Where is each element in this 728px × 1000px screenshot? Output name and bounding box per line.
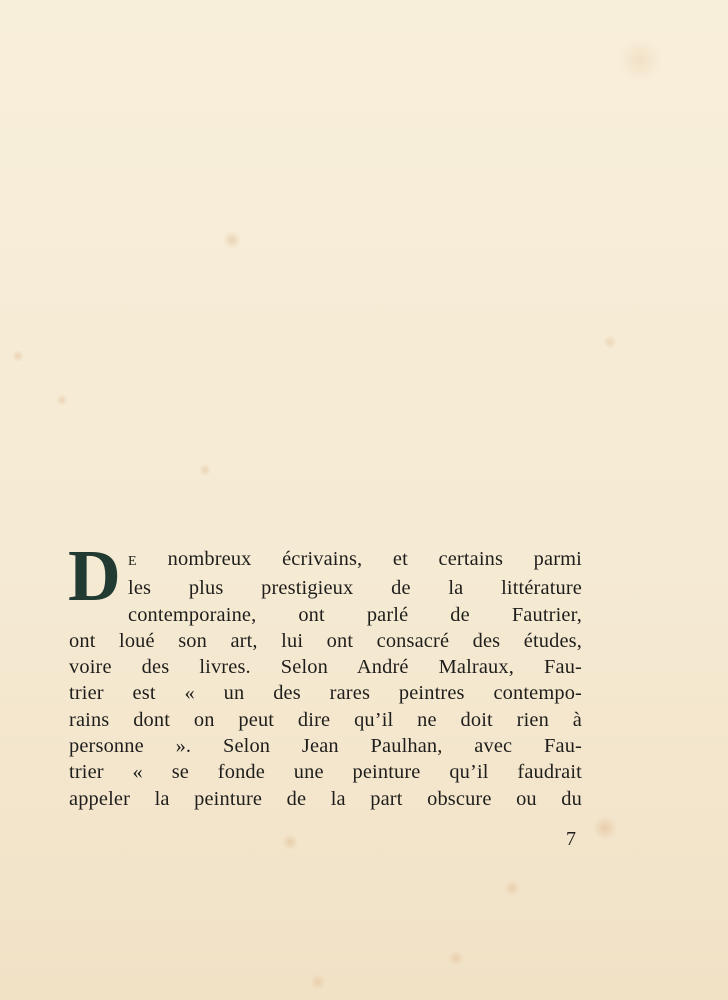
text-line-8: personne ». Selon Jean Paulhan, avec Fau- — [69, 735, 582, 758]
drop-cap: D — [68, 535, 121, 616]
text-line-7: rains dont on peut dire qu’il ne doit rien à — [69, 708, 582, 731]
text-line-6: trier est « un des rares peintres contempo- — [69, 682, 582, 705]
body-text — [68, 535, 582, 812]
page-number: 7 — [566, 828, 576, 850]
text-line-2: les plus prestigieux de la littérature — [128, 577, 582, 600]
first-line-rest: nombreux écrivains, et certains parmi — [137, 548, 582, 570]
text-line-1 — [69, 546, 582, 575]
text-line-3: contemporaine, ont parlé de Fautrier, — [128, 603, 582, 626]
first-line-lead: E — [128, 554, 138, 569]
text-line-10: appeler la peinture de la part obscure ou du — [69, 787, 582, 810]
text-line-4: ont loué son art, lui ont consacré des études, — [69, 629, 582, 652]
text-line-5: voire des livres. Selon André Malraux, Fau- — [69, 656, 582, 679]
text-line-9: trier « se fonde une peinture qu’il faudrait — [69, 761, 582, 784]
